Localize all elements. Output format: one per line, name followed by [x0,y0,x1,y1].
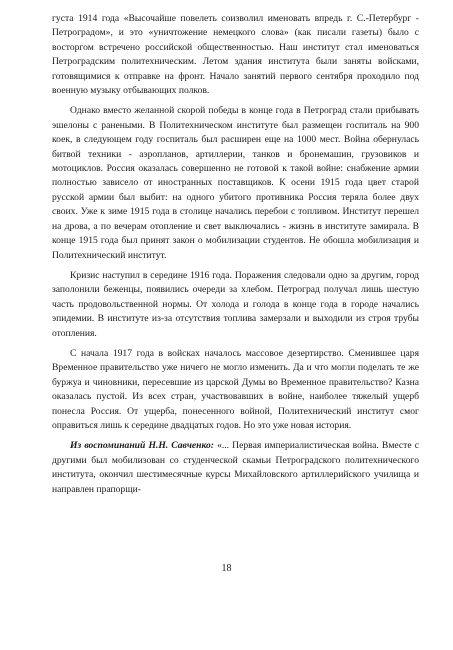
paragraph-1: густа 1914 года «Высочайше повелеть соизволил именовать впредь г. С.-Петербург - Петроградом», и это «уничтожение немецкого слова» (как писали газеты) было с восторгом встречено российской общественностью. Наш институт стал именоваться Петроградским политехническим. Летом здания института были заняты войсками, готовящимися к отправке на фронт. Начало занятий первого сентября проходило под военную музыку отбывающих полков. [52,13,419,97]
memoir-heading: Из воспоминаний Н.Н. Савченко: [70,440,214,452]
paragraph-2: Однако вместо желанной скорой победы в конце года в Петроград стали прибывать эшелоны с ранеными. В Политехническом институте был размещен госпиталь на 900 коек, в следующем году госпиталь был расширен еще на 1000 мест. Война обернулась битвой техники - аэропланов, артиллерии, танков и бронемашин, грузовиков и мотоциклов. Россия оказалась совершенно не готовой к такой войне: снабжение армии полностью зависело от иностранных поставщиков. К осени 1915 года цвет старой русской армии был выбит: на одного убитого противника Россия теряла более двух своих. Уже к зиме 1915 года в столице начались перебои с топливом. Институт перешел на дрова, а по вечерам отопление и свет выключались - жизнь в институте замирала. В конце 1915 года был принят закон о мобилизации студентов. Не обошла мобилизация и Политехнический институт. [52,105,419,261]
paragraph-3: Кризис наступил в середине 1916 года. Поражения следовали одно за другим, город заполонили беженцы, появились очереди за хлебом. Петроград получал лишь шестую часть продовольственной нормы. От холода и голода в конце года в городе начались эпидемии. В институте из-за отсутствия топлива замерзали и выходили из строя трубы отопления. [52,269,419,339]
page-number: 18 [221,563,232,574]
memoir-paragraph [52,439,419,497]
paragraph-4: С начала 1917 года в войсках началось массовое дезертирство. Сменившее царя Временное правительство уже ничего не могло изменить. Да и что могли поделать те же буржуа и чиновники, пересевшие из царской Думы во Временное правительство? Казна оказалась пустой. Из всех стран, участвовавших в войне, наиболее тяжелый ущерб понесла Россия. От ущерба, понесенного войной, Политехнический институт смог оправиться лишь к середине двадцатых годов. Но это уже новая история. [52,347,419,431]
memoir-text: «... Первая империалистическая война. Вместе с другими был мобилизован со студенческой скамьи Петроградского политехнического института, окончил шестимесячные курсы Михайловского артиллерийского училища и направлен прапорщи- [52,440,419,495]
